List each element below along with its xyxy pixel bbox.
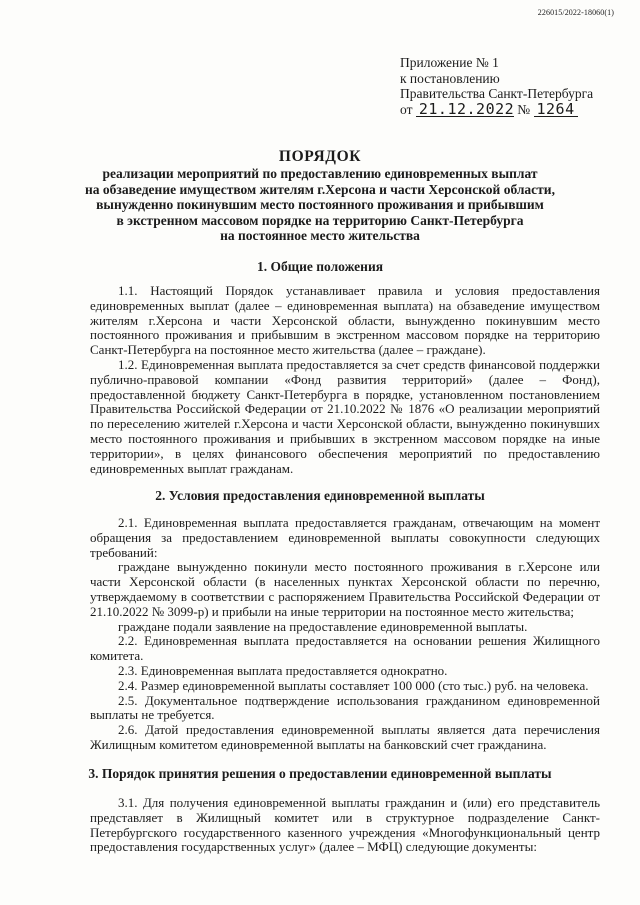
paragraph-2-4: 2.4. Размер единовременной выплаты составляет 100 000 (сто тыс.) руб. на человека. [118, 677, 589, 693]
paragraph-2-1: 2.1. Единовременная выплата предоставляется гражданам, отвечающим на момент обращения за предоставлением единовременной выплаты совокупности следующих требований: [90, 515, 600, 560]
document-title: ПОРЯДОК [278, 148, 362, 165]
document-id: 226015/2022-18060(1) [537, 8, 614, 17]
annex-block [400, 55, 593, 117]
section-3-heading: 3. Порядок принятия решения о предоставлении единовременной выплаты [88, 766, 552, 781]
paragraph-2-6: 2.6. Датой предоставления единовременной выплаты является дата перечисления Жилищным комитетом единовременной выплаты на банковский счет гражданина. [90, 722, 600, 752]
date-prefix: от [400, 101, 413, 117]
resolution-number: 1264 [534, 102, 578, 117]
annex-date-line [400, 99, 593, 118]
subtitle-line: вынужденно покинувшим место постоянного проживания и прибывшим [96, 197, 544, 212]
paragraph-2-1-b: граждане подали заявление на предоставление единовременной выплаты. [118, 618, 528, 634]
paragraph-1-1: 1.1. Настоящий Порядок устанавливает правила и условия предоставления единовременных выплат (далее – единовременная выплата) на обзаведение имуществом жителям г.Херсона и части Херсонской области, вынужденно покинувшим место постоянного проживания и прибывшим в экстренном массовом порядке на территорию Санкт-Петербурга на постоянное место жительства (далее – граждане). [90, 283, 600, 358]
section-2-body [90, 516, 600, 753]
resolution-date: 21.12.2022 [416, 102, 514, 117]
subtitle-line: в экстренном массовом порядке на территорию Санкт-Петербурга [116, 212, 524, 228]
section-3-body [90, 796, 600, 855]
paragraph-1-2: 1.2. Единовременная выплата предоставляется за счет средств финансовой поддержки публично-правовой компании «Фонд развития территорий» (далее – Фонд), предоставленной бюджету Санкт-Петербурга в порядке, установленном постановлением Правительства Российской Федерации от 21.10.2022 № 1876 «О реализации мероприятий по переселению жителей г.Херсона и части Херсонской области, вынужденно покинувших место постоянного проживания и прибывших в экстренном массовом порядке на иные территории», в целях финансового обеспечения мероприятий по предоставлению единовременных выплат гражданам. [90, 356, 600, 476]
paragraph-2-1-a: граждане вынужденно покинули место постоянного проживания в г.Херсоне или части Херсонской области (в населенных пунктах Херсонской области по перечню, утверждаемому в соответствии с распоряжением Правительства Российской Федерации от 21.10.2022 № 3099-р) и прибыли на иные территории на постоянное место жительства; [90, 559, 600, 619]
paragraph-2-3: 2.3. Единовременная выплата предоставляется однократно. [118, 662, 448, 678]
section-1-body [90, 284, 600, 476]
section-2-heading: 2. Условия предоставления единовременной выплаты [155, 488, 485, 503]
subtitle-line: на постоянное место жительства [220, 228, 420, 243]
number-prefix: № [517, 101, 531, 117]
paragraph-3-1: 3.1. Для получения единовременной выплаты гражданин и (или) его представитель представляет в Жилищный комитет или в структурное подразделение Санкт-Петербургского государственного казенного учреждения «Многофункциональный центр предоставления государственных услуг» (далее – МФЦ) следующие документы: [90, 795, 600, 855]
annex-line-3: Правительства Санкт-Петербурга [400, 86, 594, 101]
paragraph-2-5: 2.5. Документальное подтверждение использования гражданином единовременной выплаты не требуется. [90, 692, 600, 723]
subtitle-line: на обзаведение имуществом жителям г.Херсона и части Херсонской области, [85, 181, 555, 197]
document-subtitle [60, 166, 580, 244]
subtitle-line: реализации мероприятий по предоставлению единовременных выплат [102, 166, 538, 181]
annex-line-1: Приложение № 1 [400, 55, 499, 70]
annex-line-2: к постановлению [400, 70, 500, 86]
paragraph-2-2: 2.2. Единовременная выплата предоставляется на основании решения Жилищного комитета. [90, 633, 600, 664]
section-1-heading: 1. Общие положения [256, 259, 384, 274]
